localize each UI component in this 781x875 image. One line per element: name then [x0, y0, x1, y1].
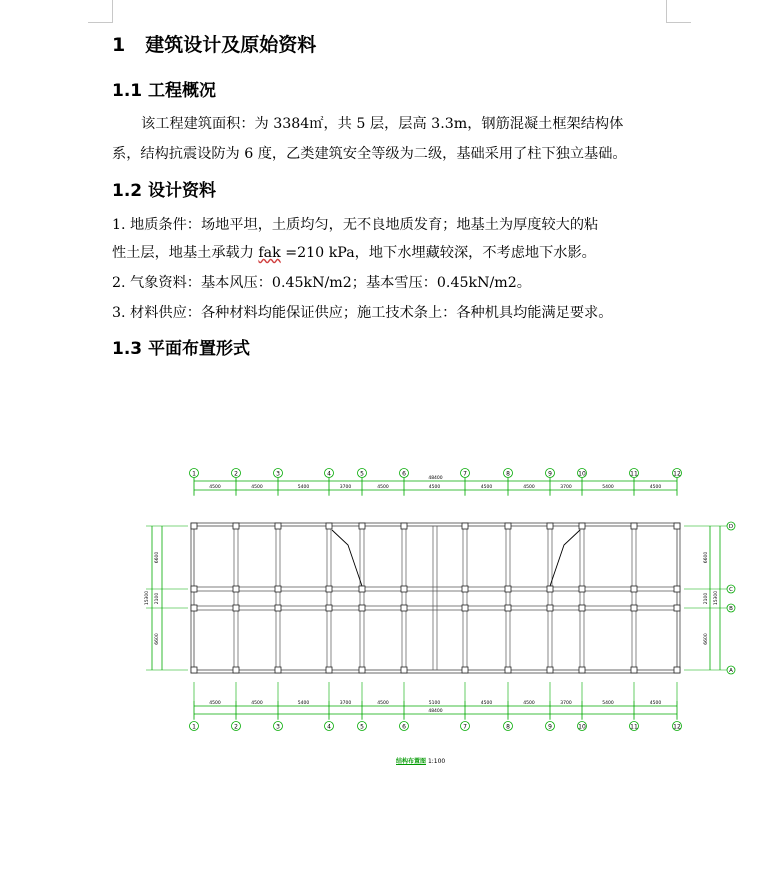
section-1-1-heading: 1.1 工程概况	[112, 81, 217, 101]
plan-column	[505, 586, 511, 592]
bottom-dim-label: 4500	[480, 701, 493, 706]
plan-column	[631, 586, 637, 592]
bottom-dim-label: 4500	[251, 701, 263, 706]
plan-column	[505, 523, 511, 529]
plan-column	[326, 667, 332, 673]
paragraph-overview-line1: 该工程建筑面积：为 3384㎡，共 5 层，层高 3.3m，钢筋混凝土框架结构体	[141, 116, 624, 132]
plan-column	[233, 667, 239, 673]
axis-number-top: 12	[673, 470, 681, 478]
axis-number-top: 4	[327, 470, 331, 478]
plan-caption-title: 结构布置图	[396, 758, 427, 765]
plan-column	[275, 667, 281, 673]
plan-column	[359, 523, 365, 529]
plan-column	[462, 586, 468, 592]
plan-column	[505, 667, 511, 673]
left-dim-label: 2100	[155, 592, 160, 605]
right-dim-label: 2100	[704, 592, 709, 605]
plan-column	[674, 667, 680, 673]
top-dim-label: 4500	[209, 485, 221, 490]
axis-letter: D	[728, 524, 734, 530]
plan-column	[233, 523, 239, 529]
plan-column	[579, 605, 585, 611]
axis-number-top: 9	[548, 470, 552, 478]
axis-letter: C	[729, 587, 733, 593]
plan-column	[401, 586, 407, 592]
bottom-dim-label: 5400	[602, 701, 614, 706]
axis-number-top: 10	[578, 470, 586, 478]
plan-column	[579, 667, 585, 673]
plan-column	[462, 523, 468, 529]
axis-number-top: 3	[276, 470, 280, 478]
plan-column	[674, 523, 680, 529]
bottom-dim-label: 4500	[523, 701, 535, 706]
axis-number-bottom: 12	[673, 723, 681, 731]
axis-number-bottom: 11	[630, 723, 638, 731]
geology-text-pre: 性土层，地基土承载力	[112, 245, 259, 261]
axis-number-top: 1	[192, 470, 196, 478]
plan-column	[191, 605, 197, 611]
axis-number-bottom: 5	[360, 723, 364, 731]
geology-text-post: =210 kPa，地下水埋藏较深，不考虑地下水影。	[280, 245, 596, 261]
fak-symbol: fak	[258, 245, 281, 261]
plan-column	[401, 523, 407, 529]
axis-number-bottom: 8	[506, 723, 510, 731]
bottom-total-label: 48400	[428, 709, 443, 714]
section-1-2-heading: 1.2 设计资料	[112, 181, 217, 201]
plan-column	[275, 605, 281, 611]
plan-column	[359, 667, 365, 673]
plan-column	[631, 523, 637, 529]
bottom-dim-label: 4500	[377, 701, 389, 706]
plan-column	[547, 605, 553, 611]
top-dim-label: 4500	[377, 485, 389, 490]
top-dim-label: 4500	[428, 485, 441, 490]
axis-number-bottom: 6	[402, 723, 406, 731]
plan-column	[233, 605, 239, 611]
plan-column	[191, 586, 197, 592]
design-item-materials: 3. 材料供应：各种材料均能保证供应；施工技术条上：各种机具均能满足要求。	[112, 305, 613, 321]
plan-column	[547, 586, 553, 592]
plan-column	[631, 667, 637, 673]
axis-number-bottom: 4	[327, 723, 331, 731]
plan-column	[233, 586, 239, 592]
axis-number-top: 2	[234, 470, 238, 478]
axis-number-bottom: 3	[276, 723, 280, 731]
top-total-label: 48400	[428, 476, 443, 481]
plan-column	[326, 523, 332, 529]
paragraph-overview-line2: 系，结构抗震设防为 6 度，乙类建筑安全等级为二级，基础采用了柱下独立基础。	[112, 146, 627, 162]
section-1-number: 1	[112, 34, 126, 56]
top-dim-label: 4500	[649, 485, 662, 490]
plan-caption	[396, 756, 445, 765]
plan-column	[674, 605, 680, 611]
axis-number-bottom: 2	[234, 723, 238, 731]
plan-column	[579, 586, 585, 592]
plan-column	[462, 605, 468, 611]
bottom-dim-label: 5100	[428, 701, 441, 706]
bottom-dim-label: 4500	[209, 701, 221, 706]
plan-column	[401, 605, 407, 611]
top-dim-label: 4500	[480, 485, 493, 490]
top-dim-label: 5400	[602, 485, 614, 490]
bottom-dim-label: 3700	[339, 701, 352, 706]
plan-column	[631, 605, 637, 611]
plan-column	[275, 586, 281, 592]
section-1-3-heading: 1.3 平面布置形式	[112, 339, 251, 359]
axis-number-top: 6	[402, 470, 406, 478]
section-1-title: 建筑设计及原始资料	[145, 34, 317, 56]
axis-number-bottom: 9	[548, 723, 552, 731]
bottom-dim-label: 4500	[649, 701, 662, 706]
plan-column	[547, 667, 553, 673]
left-dim-label: 6600	[155, 551, 160, 564]
right-dim-label: 6600	[704, 633, 709, 645]
plan-column	[547, 523, 553, 529]
plan-outer-wall	[191, 523, 680, 673]
stair-line-left	[332, 530, 362, 586]
right-total-label: 15300	[714, 590, 719, 606]
bottom-dim-label: 3700	[560, 701, 572, 706]
axis-number-bottom: 10	[578, 723, 586, 731]
plan-column	[359, 586, 365, 592]
plan-inner-wall	[194, 526, 677, 670]
top-dim-label: 3700	[339, 485, 352, 490]
top-dim-label: 4500	[523, 485, 535, 490]
plan-column	[462, 667, 468, 673]
plan-column	[674, 586, 680, 592]
axis-number-bottom: 7	[463, 723, 467, 731]
stair-line-right	[550, 530, 580, 586]
top-dim-label: 4500	[251, 485, 263, 490]
left-dim-label: 6600	[155, 633, 160, 645]
plan-column	[326, 605, 332, 611]
plan-column	[191, 667, 197, 673]
plan-column	[579, 523, 585, 529]
bottom-dim-label: 5400	[297, 701, 310, 706]
right-dim-label: 6600	[704, 551, 709, 564]
design-item-geology-line1: 1. 地质条件：场地平坦，土质均匀，无不良地质发育；地基土为厚度较大的粘	[112, 217, 599, 233]
axis-number-top: 11	[630, 470, 638, 478]
plan-caption-scale: 1:100	[427, 758, 446, 765]
axis-number-top: 5	[360, 470, 364, 478]
plan-column	[326, 586, 332, 592]
plan-column	[401, 667, 407, 673]
plan-column	[275, 523, 281, 529]
design-item-climate: 2. 气象资料：基本风压：0.45kN/m2；基本雪压：0.45kN/m2。	[112, 275, 531, 291]
axis-letter: A	[729, 668, 733, 674]
plan-column	[359, 605, 365, 611]
top-dim-label: 3700	[560, 485, 572, 490]
top-dim-label: 5400	[297, 485, 310, 490]
axis-letter: B	[729, 606, 733, 612]
axis-number-top: 7	[463, 470, 467, 478]
left-total-label: 15300	[145, 590, 150, 606]
plan-column	[191, 523, 197, 529]
axis-number-top: 8	[506, 470, 510, 478]
axis-number-bottom: 1	[192, 723, 196, 731]
plan-column	[505, 605, 511, 611]
